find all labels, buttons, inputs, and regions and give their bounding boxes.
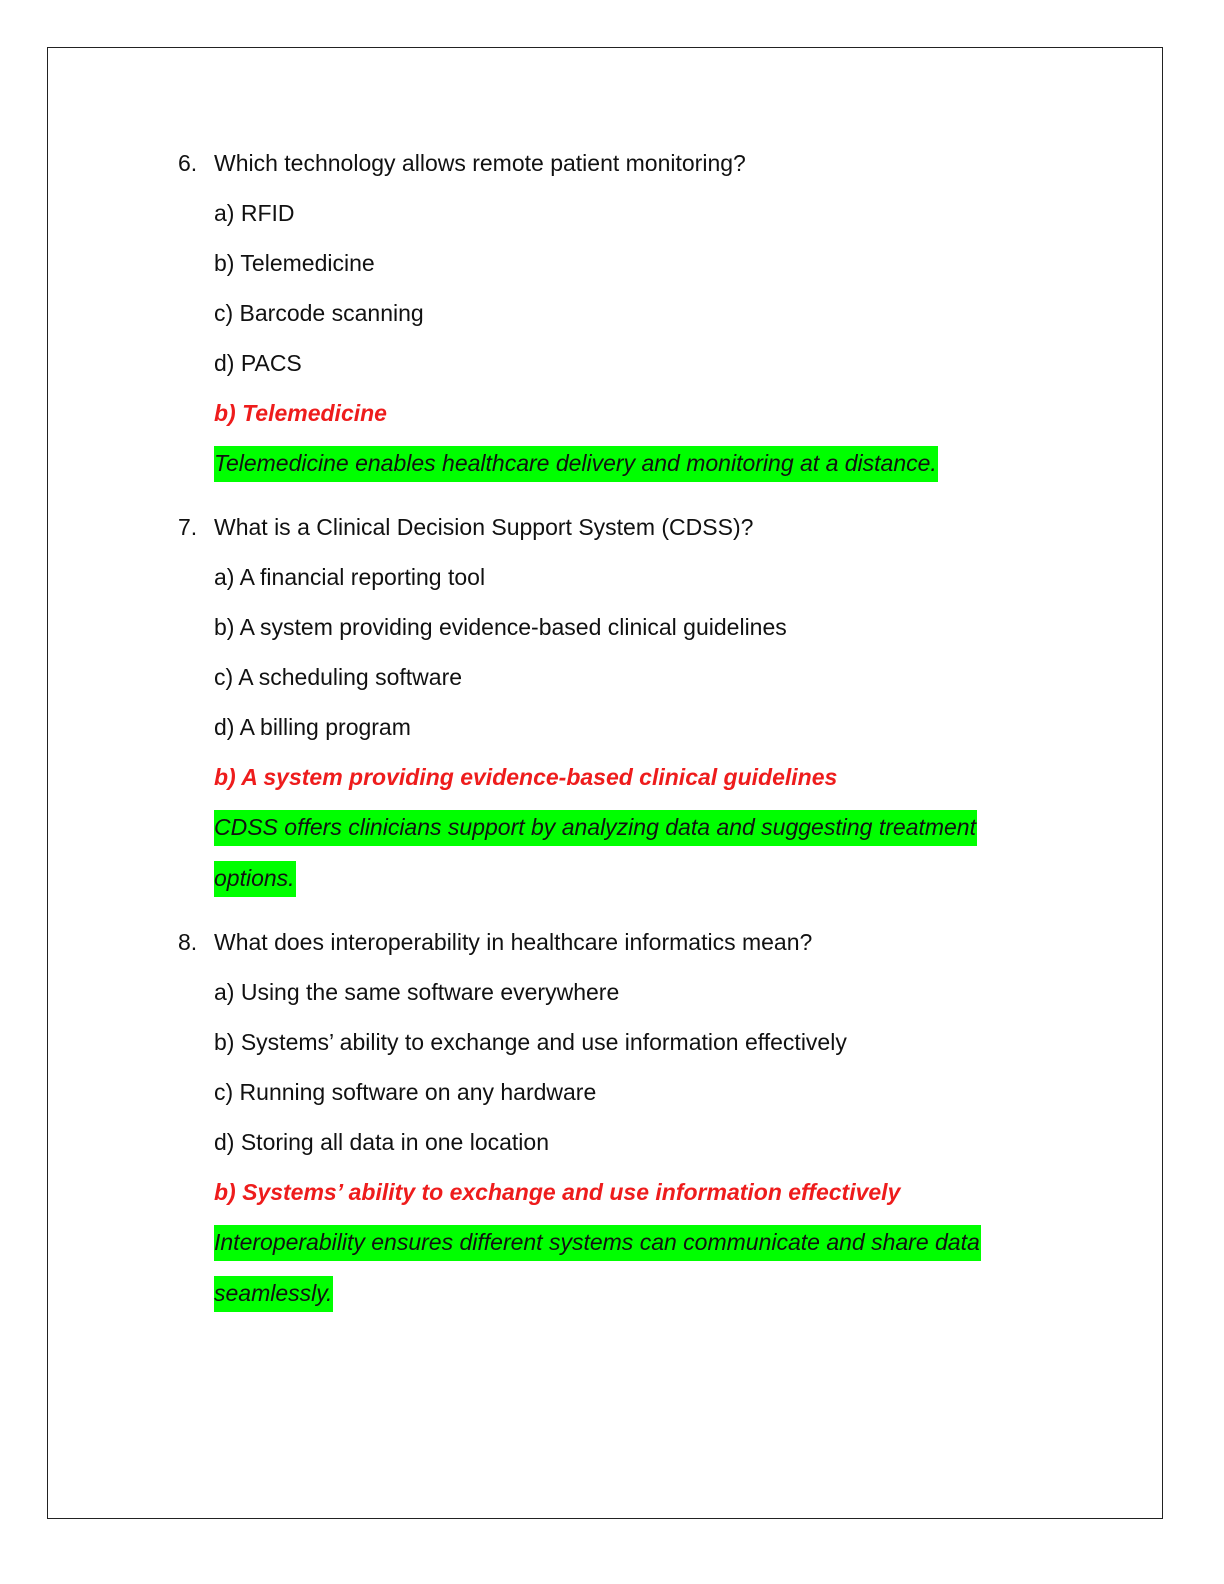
highlighted-explanation: Telemedicine enables healthcare delivery and monitoring at a distance. <box>214 446 938 482</box>
correct-answer: b) Systems’ ability to exchange and use information effectively <box>214 1179 901 1205</box>
highlighted-explanation: CDSS offers clinicians support by analyzing data and suggesting treatment <box>214 810 977 846</box>
question-line <box>178 917 1078 967</box>
option-a: a) Using the same software everywhere <box>214 979 620 1005</box>
question-6 <box>178 138 1078 489</box>
question-text: What is a Clinical Decision Support System (CDSS)? <box>214 514 754 540</box>
explanation-line <box>214 438 1078 489</box>
explanation-line <box>214 1217 1078 1268</box>
option-c: c) A scheduling software <box>214 664 463 690</box>
option-d: d) PACS <box>214 350 302 376</box>
question-line <box>178 502 1078 552</box>
spacer <box>178 489 1078 502</box>
option-b: b) A system providing evidence-based clinical guidelines <box>214 614 787 640</box>
explanation-line <box>214 1268 1078 1319</box>
question-number: 6. <box>178 150 198 176</box>
quiz-content <box>178 138 1078 1319</box>
correct-answer: b) Telemedicine <box>214 400 387 426</box>
option-d: d) A billing program <box>214 714 411 740</box>
option-b: b) Telemedicine <box>214 250 375 276</box>
highlighted-explanation: Interoperability ensures different systems can communicate and share data <box>214 1225 981 1261</box>
option-a: a) RFID <box>214 200 295 226</box>
question-number: 7. <box>178 514 198 540</box>
spacer <box>178 904 1078 917</box>
question-7 <box>178 502 1078 904</box>
question-line <box>178 138 1078 188</box>
highlighted-explanation: seamlessly. <box>214 1276 333 1312</box>
explanation-line <box>214 853 1078 904</box>
option-c: c) Barcode scanning <box>214 300 424 326</box>
highlighted-explanation: options. <box>214 861 296 897</box>
question-text: What does interoperability in healthcare informatics mean? <box>214 929 813 955</box>
option-b: b) Systems’ ability to exchange and use information effectively <box>214 1029 847 1055</box>
option-a: a) A financial reporting tool <box>214 564 486 590</box>
question-text: Which technology allows remote patient monitoring? <box>214 150 746 176</box>
option-c: c) Running software on any hardware <box>214 1079 597 1105</box>
option-d: d) Storing all data in one location <box>214 1129 549 1155</box>
explanation-line <box>214 802 1078 853</box>
correct-answer: b) A system providing evidence-based clinical guidelines <box>214 764 838 790</box>
question-number: 8. <box>178 929 198 955</box>
question-8 <box>178 917 1078 1319</box>
